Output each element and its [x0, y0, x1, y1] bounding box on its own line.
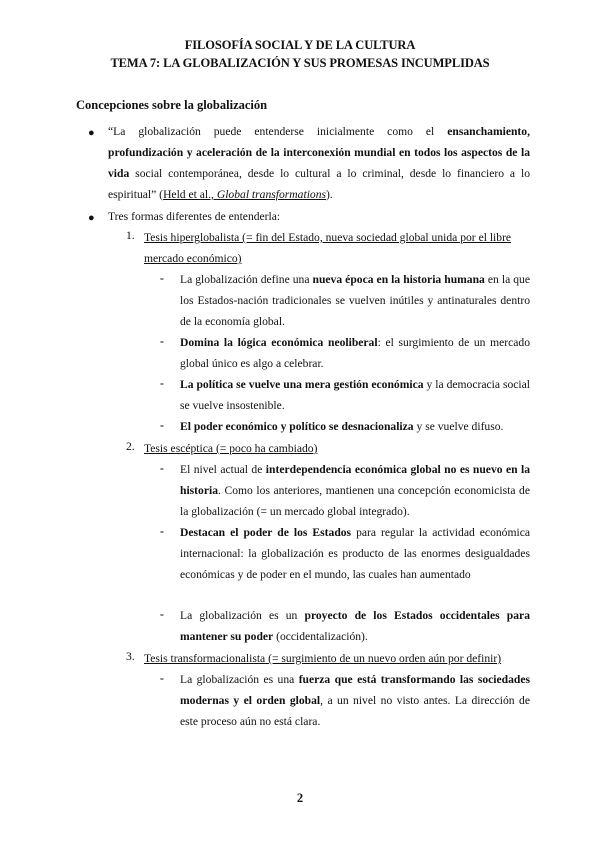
item-bold: nueva época en la historia humana	[312, 273, 485, 286]
item-bold: fuerza que está transformando las sociedades modernas y el orden global	[180, 673, 531, 707]
list-item	[180, 332, 530, 374]
item-bold: Domina la lógica económica neoliberal	[180, 336, 378, 349]
thesis-number: 1.	[126, 229, 135, 242]
definition-bold: ensanchamiento, profundización y aceleración de la interconexión mundial en todos los aspectos de la vida	[108, 125, 530, 180]
dash-marker: -	[160, 377, 164, 390]
list-item	[180, 374, 530, 416]
thesis-number: 3.	[126, 650, 135, 663]
bullet-icon: ●	[88, 212, 95, 224]
item-bold: La política se vuelve una mera gestión económica	[180, 378, 424, 391]
item-bold: interdependencia económica global no es nuevo en la historia	[180, 463, 530, 497]
item-text-cont: y la democracia social se vuelve insostenible.	[180, 378, 530, 412]
item-text-cont: , a un nivel no visto antes. La dirección de este proceso aún no está clara.	[180, 694, 530, 728]
item-text-cont: y se vuelve difuso.	[413, 420, 504, 433]
definition-text-cont: social contemporánea, desde lo cultural a lo criminal, desde lo financiero a lo espiritual” (	[108, 167, 530, 201]
citation	[163, 188, 326, 201]
item-text-cont: : el surgimiento de un mercado global único es algo a celebrar.	[180, 336, 530, 370]
definition-text: “La globalización puede entenderse inicialmente como el	[108, 125, 448, 138]
list-item	[180, 522, 530, 585]
list-item	[180, 605, 530, 647]
item-text: El nivel actual de	[180, 463, 266, 476]
dash-marker: -	[160, 608, 164, 621]
item-bold: El poder económico y político se desnacionaliza	[180, 420, 414, 433]
thesis-skeptic-title: Tesis escéptica (= poco ha cambiado)	[144, 442, 318, 455]
item-text: La globalización es una	[180, 673, 299, 686]
list-item	[180, 416, 530, 437]
item-text-cont: . Como los anteriores, mantienen una concepción economicista de la globalización (= un mercado global integrado).	[180, 484, 530, 518]
page-number: 2	[296, 791, 304, 805]
thesis-transformationalist-title: Tesis transformacionalista (= surgimiento de un nuevo orden aún por definir)	[144, 652, 502, 665]
bullet-icon: ●	[88, 127, 95, 139]
list-item	[180, 459, 530, 522]
thesis-hyperglobalist-title: Tesis hiperglobalista (= fin del Estado, nueva sociedad global unida por el libre mercado económico)	[144, 231, 512, 265]
dash-marker: -	[160, 672, 164, 685]
citation-title: Global transformations	[216, 188, 327, 201]
item-bold: Destacan el poder de los Estados	[180, 526, 352, 539]
dash-marker: -	[160, 272, 164, 285]
item-text-cont: en la que los Estados-nación tradicionales se vuelven inútiles y antinaturales dentro de la economía global.	[180, 273, 531, 328]
three-forms-intro: Tres formas diferentes de entenderla:	[108, 210, 281, 223]
definition-paragraph	[108, 121, 530, 205]
item-text: La globalización es un	[180, 609, 305, 622]
section-heading: Concepciones sobre la globalización	[76, 98, 268, 112]
item-text-cont: para regular la actividad económica internacional: la globalización es producto de las enormes desigualdades económicas y de poder en el mundo, las cuales han aumentado	[180, 526, 530, 581]
item-text: La globalización define una	[180, 273, 313, 286]
list-item	[180, 669, 530, 732]
dash-marker: -	[160, 525, 164, 538]
topic-title: TEMA 7: LA GLOBALIZACIÓN Y SUS PROMESAS INCUMPLIDAS	[110, 56, 490, 70]
citation-author: Held et al.,	[163, 188, 217, 201]
dash-marker: -	[160, 462, 164, 475]
item-bold: proyecto de los Estados occidentales para mantener su poder	[180, 609, 530, 643]
citation-close: ).	[326, 188, 333, 201]
dash-marker: -	[160, 335, 164, 348]
item-text-cont: (occidentalización).	[273, 630, 368, 643]
dash-marker: -	[160, 419, 164, 432]
thesis-number: 2.	[126, 440, 135, 453]
list-item	[180, 269, 530, 332]
course-title: FILOSOFÍA SOCIAL Y DE LA CULTURA	[184, 38, 416, 52]
